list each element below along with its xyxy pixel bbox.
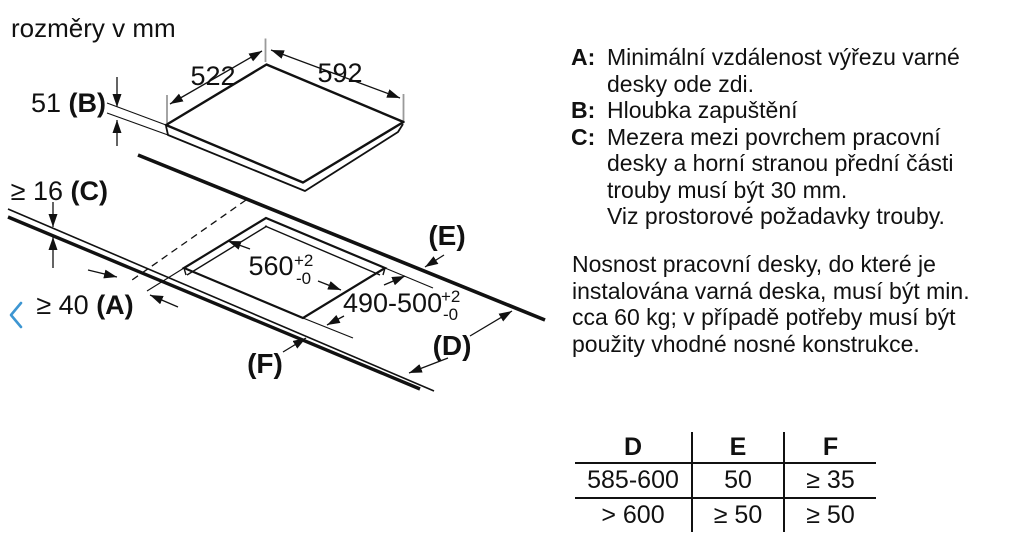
page-title: rozměry v mm (11, 13, 176, 43)
def-dimension-table (575, 432, 876, 532)
dim-cutout-width-tol-minus: -0 (296, 269, 312, 288)
dim-cutout-depth-tol-plus: +2 (441, 287, 461, 306)
dim-cutout-width: 560 (248, 251, 294, 281)
cell-d1: 585-600 (575, 463, 692, 498)
label-f: (F) (247, 348, 283, 379)
table-row (575, 463, 876, 498)
dim-top-width: 522 (190, 61, 236, 91)
chevron-left-icon[interactable] (11, 303, 21, 327)
legend-key-a: A: (571, 44, 596, 70)
table-header-row (575, 432, 876, 463)
legend-text-a: Minimální vzdálenost výřezu varné desky ode zdi. (607, 44, 960, 97)
legend-key-c: C: (571, 123, 596, 150)
dim-wall-distance: ≥ 40 (A) (36, 290, 134, 320)
col-header-e: E (692, 432, 784, 463)
legend-text-c-note: Viz prostorové požadavky trouby. (607, 203, 945, 229)
legend (571, 44, 973, 230)
dim-clearance: ≥ 16 (C) (10, 176, 108, 206)
col-header-f: F (784, 432, 876, 463)
dim-cutout-depth: 490-500 (343, 288, 443, 318)
cell-f1: ≥ 35 (784, 463, 876, 498)
legend-item-b (571, 97, 973, 124)
table-row (575, 498, 876, 532)
installation-diagram (0, 0, 560, 430)
legend-text-c: Mezera mezi povrchem pracovní desky a horní stranou přední části trouby musí být 30 mm. Viz prostorové požadavky trouby. (607, 124, 973, 230)
cell-f2: ≥ 50 (784, 498, 876, 532)
dim-cutout-width-tol-plus: +2 (294, 251, 314, 270)
cell-e2: ≥ 50 (692, 498, 784, 532)
legend-key-b: B: (571, 97, 596, 123)
dim-cutout-depth-tol-minus: -0 (443, 305, 459, 324)
legend-text-b: Hloubka zapuštění (607, 97, 798, 123)
label-e: (E) (428, 220, 466, 251)
cell-d2: > 600 (601, 501, 665, 529)
dim-recess-depth: 51 (B) (30, 88, 106, 118)
legend-item-a (571, 44, 973, 97)
col-header-d: D (575, 432, 692, 463)
dim-top-depth: 592 (317, 58, 363, 88)
label-d: (D) (432, 330, 472, 361)
legend-item-c (571, 124, 973, 230)
cell-e1: 50 (692, 463, 784, 498)
load-capacity-note: Nosnost pracovní desky, do které je instalována varná deska, musí být min. cca 60 kg; v případě potřeby musí být použity vhodné nosné konstrukce. (572, 251, 970, 357)
